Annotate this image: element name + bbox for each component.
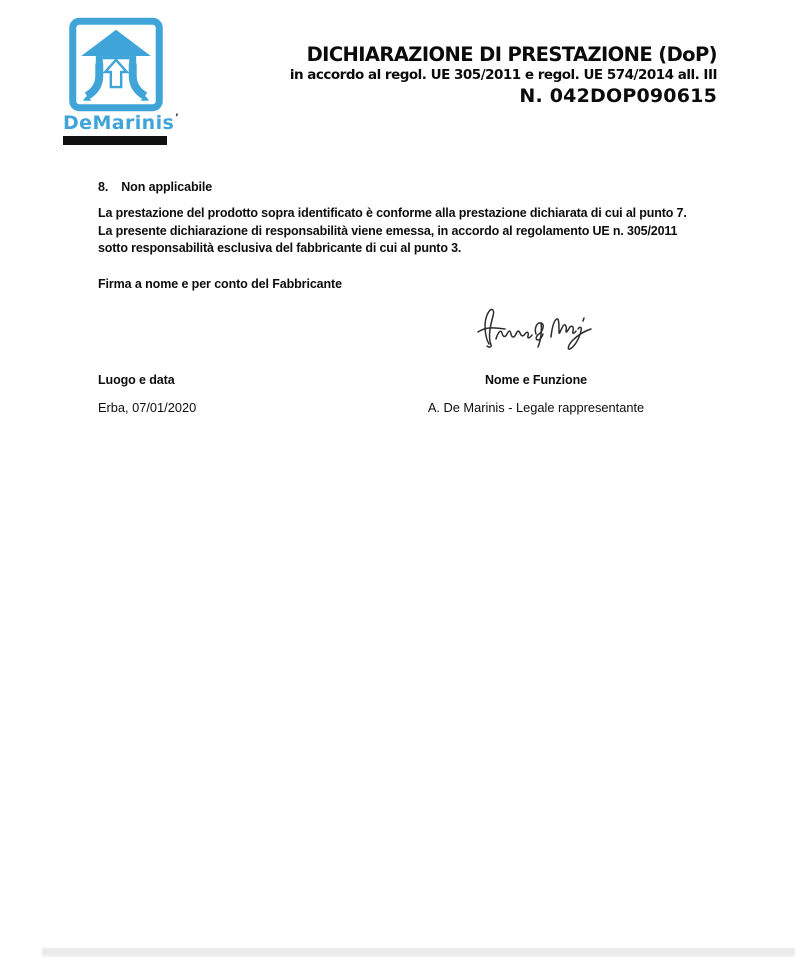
place-date-label: Luogo e data xyxy=(98,373,175,387)
footer-place-block xyxy=(98,373,196,415)
place-date-value: Erba, 07/01/2020 xyxy=(98,400,197,415)
name-function-value: A. De Marinis - Legale rappresentante xyxy=(427,400,645,415)
paragraph-line: La presente dichiarazione di responsabilità viene emessa, in accordo al regolamento UE n. 305/2011 xyxy=(98,223,678,238)
name-function-label: Nome e Funzione xyxy=(485,373,587,387)
brand-underline-bar xyxy=(63,136,167,145)
brand-text: DeMarinis xyxy=(63,112,175,134)
list-item-label: Non applicabile xyxy=(121,180,213,194)
list-item-number: 8. xyxy=(98,180,109,194)
declaration-paragraph xyxy=(98,205,738,258)
list-item-8 xyxy=(98,180,212,194)
demarinis-logo-icon xyxy=(69,16,163,113)
trademark-mark: ’ xyxy=(175,113,180,123)
page-edge-shadow xyxy=(42,948,795,957)
document-number: N. 042DOP090615 xyxy=(519,85,717,107)
document-title: DICHIARAZIONE DI PRESTAZIONE (DoP) xyxy=(306,43,717,66)
paragraph-line: La prestazione del prodotto sopra identificato è conforme alla prestazione dichiarata di cui al punto 7. xyxy=(98,206,687,220)
document-subtitle: in accordo al regol. UE 305/2011 e regol. UE 574/2014 all. III xyxy=(289,67,717,83)
document-header xyxy=(197,44,717,106)
handwritten-signature-icon xyxy=(474,299,600,351)
paragraph-line: sotto responsabilità esclusiva del fabbricante di cui al punto 3. xyxy=(98,241,462,255)
brand-wordmark xyxy=(63,112,179,134)
footer-name-block xyxy=(380,373,692,415)
signature-intro: Firma a nome e per conto del Fabbricante xyxy=(98,277,342,291)
